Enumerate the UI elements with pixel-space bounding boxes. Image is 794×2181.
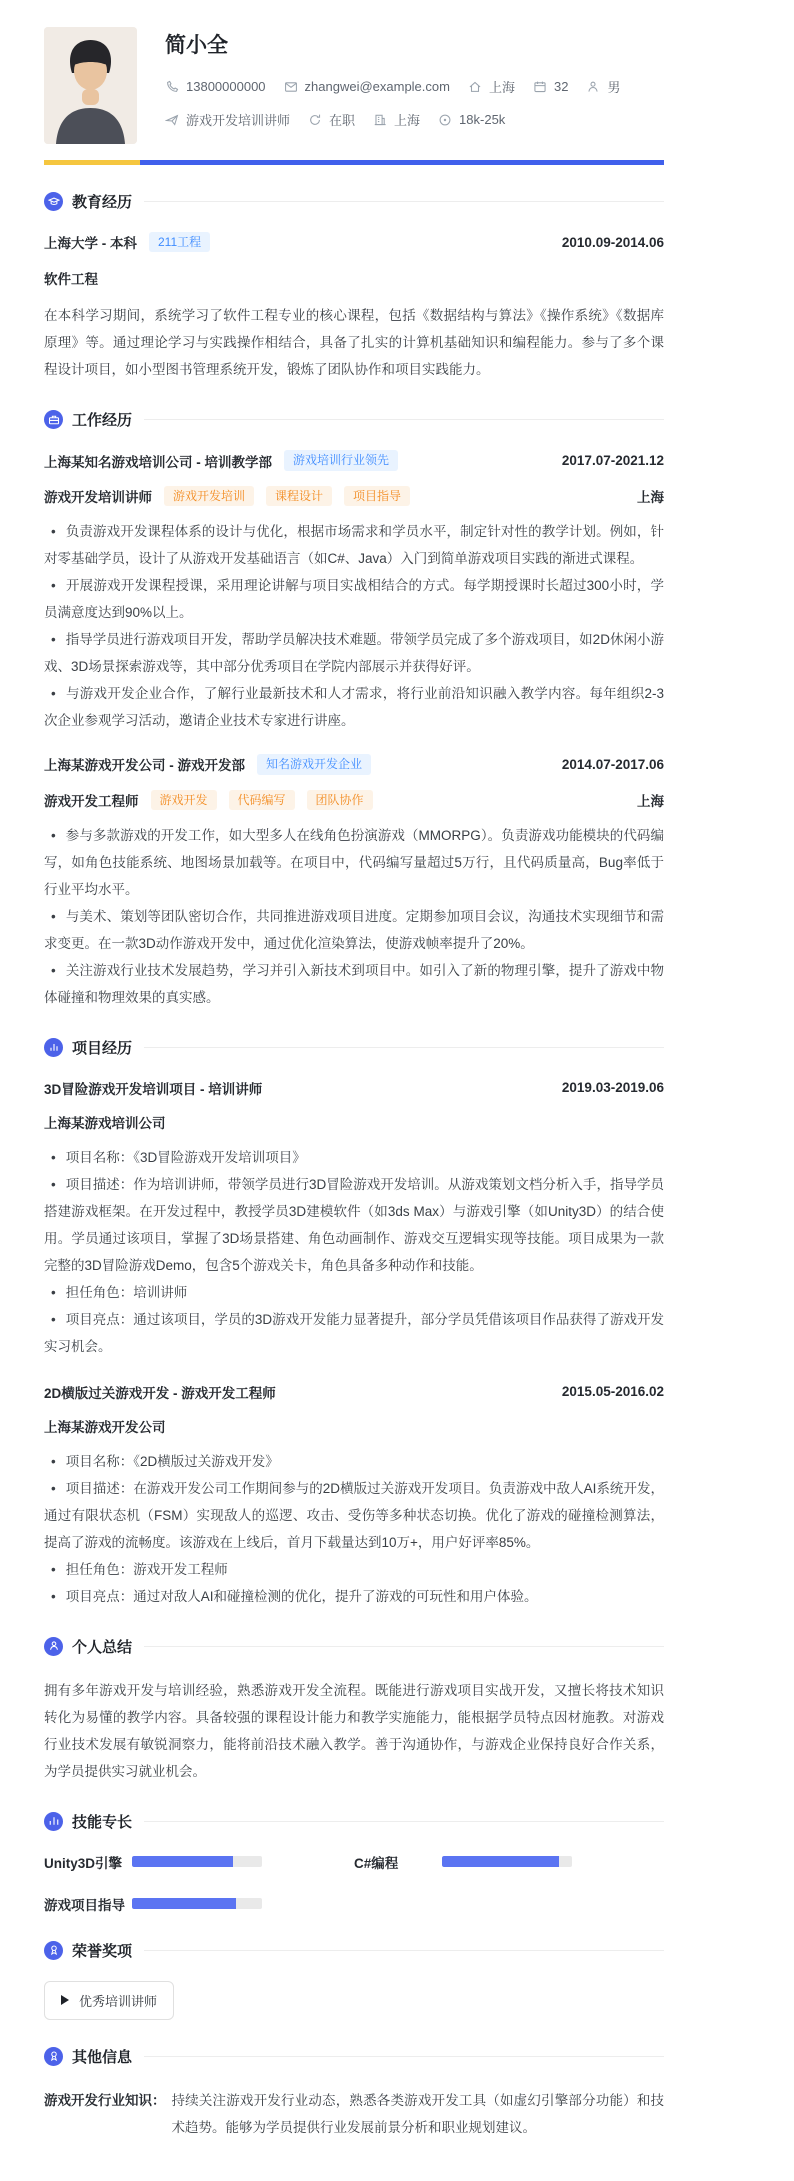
skill-item [354,1852,664,1872]
section-projects-header [44,1037,664,1058]
section-honors [44,1940,664,2020]
honor-label: 优秀培训讲师 [79,1993,158,2009]
person-icon [44,1637,63,1656]
skill-bar-fill [132,1856,233,1867]
education-entry [44,232,664,252]
bullet-dot: • [51,962,56,978]
bullet-dot: • [51,908,56,924]
bullet-dot: • [51,1453,56,1469]
skill-name: 游戏项目指导 [44,1897,125,1913]
position-tag: 代码编写 [229,790,295,810]
project-bullet: • 项目名称：《2D横版过关游戏开发》 [51,1453,279,1469]
work-entry [44,450,664,734]
major: 软件工程 [44,272,98,288]
avatar [44,27,137,144]
skill-bar [442,1856,572,1867]
bullet-dot: • [51,1588,56,1604]
other-info-label: 游戏开发行业知识： [44,2092,166,2108]
section-title: 个人总结 [72,1638,133,1656]
section-title: 其他信息 [72,2048,133,2066]
section-divider-line [144,2056,664,2057]
contact-email: zhangwei@example.com [284,79,450,94]
position-tag: 团队协作 [307,790,373,810]
medal-icon [44,2047,63,2066]
other-info-text: 持续关注游戏开发行业动态，熟悉各类游戏开发工具（如虚幻引擎部分功能）和技术趋势。能够为学员提供行业发展前景分析和职业规划建议。 [171,2092,664,2135]
skill-item [44,1852,354,1872]
contact-row-1 [165,77,620,96]
gender-icon [586,80,600,94]
chart-icon [44,1038,63,1057]
contact-row-2 [165,110,620,129]
section-summary-header [44,1636,664,1657]
work-location: 上海 [637,489,664,505]
work-entry [44,754,664,1011]
section-honors-header [44,1940,664,1961]
briefcase-icon [44,410,63,429]
work-bullet: • 开展游戏开发课程授课，采用理论讲解与项目实战相结合的方式。每学期授课时长超过300小时，学员满意度达到90%以上。 [44,578,664,621]
skill-bar [132,1898,262,1909]
section-other-header [44,2046,664,2067]
project-bullet: • 担任角色：培训讲师 [51,1284,188,1300]
position-tag: 游戏开发培训 [164,486,254,506]
city-building-icon [373,113,387,127]
skill-bar-fill [132,1898,236,1909]
section-divider-line [144,419,664,420]
bullet-dot: • [51,686,56,702]
summary-text: 拥有多年游戏开发与培训经验，熟悉游戏开发全流程。既能进行游戏项目实战开发，又擅长将技术知识转化为易懂的教学内容。具备较强的课程设计能力和教学实施能力，能根据学员特点因材施教。对游戏行业技术发展有敏锐洞察力，能将前沿技术融入教学。善于沟通协作，与游戏企业保持良好合作关系，为学员提供实习就业机会。 [44,1682,664,1779]
education-icon [44,192,63,211]
bullet-dot: • [51,1311,56,1327]
work-location: 上海 [637,793,664,809]
work-date: 2014.07-2017.06 [561,756,664,772]
bullet-dot: • [51,632,56,648]
section-divider-line [144,201,664,202]
job-title-icon [165,113,179,127]
medal-icon [44,1941,63,1960]
position-tag: 游戏开发 [151,790,217,810]
section-title: 教育经历 [72,194,133,211]
contact-gender: 男 [586,77,620,96]
work-bullet: • 与游戏开发企业合作，了解行业最新技术和人才需求，将行业前沿知识融入教学内容。每年组织2-3次企业参观学习活动，邀请企业技术专家进行讲座。 [44,686,664,729]
home-icon [468,80,482,94]
other-info-row [44,2087,664,2141]
salary-icon [438,113,452,127]
status-icon [308,113,322,127]
section-other [44,2046,664,2141]
company-tag: 游戏培训行业领先 [284,450,398,470]
project-bullet: • 项目亮点：通过对敌人AI和碰撞检测的优化，提升了游戏的可玩性和用户体验。 [51,1588,538,1604]
section-skills-header [44,1811,664,1832]
work-bullet: • 负责游戏开发课程体系的设计与优化，根据市场需求和学员水平，制定针对性的教学计划。例如，针对零基础学员，设计了从游戏开发基础语言（如C#、Java）入门到简单游戏项目实践的渐进式课程。 [44,524,664,567]
header-info [165,27,620,143]
company-name: 上海某知名游戏培训公司 - 培训教学部 [44,454,272,470]
bullet-dot: • [51,827,56,843]
contact-status: 在职 [308,110,355,129]
section-projects [44,1037,664,1610]
honor-item-button[interactable] [44,1981,174,2020]
position-name: 游戏开发工程师 [44,793,139,809]
mail-icon [284,80,298,94]
bullet-dot: • [51,1284,56,1300]
work-bullet: • 指导学员进行游戏项目开发，帮助学员解决技术难题。带领学员完成了多个游戏项目，如2D休闲小游戏、3D场景探索游戏等，其中部分优秀项目在学院内部展示并获得好评。 [44,632,664,675]
project-company: 上海某游戏开发公司 [44,1419,166,1435]
section-title: 荣誉奖项 [72,1942,133,1960]
divider-yellow-segment [44,160,140,165]
project-entry [44,1078,664,1360]
education-date: 2010.09-2014.06 [561,234,664,250]
section-divider-line [144,1950,664,1951]
section-summary [44,1636,664,1785]
skill-bar-fill [442,1856,559,1867]
project-bullet: • 担任角色：游戏开发工程师 [51,1561,228,1577]
candidate-name: 简小全 [165,34,228,57]
skills-grid [44,1852,664,1914]
project-date: 2015.05-2016.02 [561,1384,664,1400]
bullet-dot: • [51,1149,56,1165]
phone-icon [165,80,179,94]
position-tag: 项目指导 [344,486,410,506]
bullet-dot: • [51,1176,56,1192]
section-education-header [44,191,664,212]
skill-name: Unity3D引擎 [44,1855,123,1871]
skill-name: C#编程 [354,1855,399,1871]
project-bullet: • 项目描述：作为培训讲师，带领学员进行3D冒险游戏开发培训。从游戏策划文档分析入手，指导学员搭建游戏框架。在开发过程中，教授学员3D建模软件（如3ds Max）与游戏引擎（如Unity3D）的结合使用。学员通过该项目，掌握了3D场景搭建、角色动画制作、游戏交互逻辑实现等技能。项目成果为一款完整的3D冒险游戏Demo，包含5个游戏关卡，角色具备多种动作和技能。 [44,1176,664,1273]
education-description: 在本科学习期间，系统学习了软件工程专业的核心课程，包括《数据结构与算法》《操作系统》《数据库原理》等。通过理论学习与实践操作相结合，具备了扎实的计算机基础知识和编程能力。参与了多个课程设计项目，如小型图书管理系统开发，锻炼了团队协作和项目实践能力。 [44,308,664,378]
bullet-dot: • [51,524,56,540]
work-date: 2017.07-2021.12 [561,453,664,469]
section-divider-line [144,1047,664,1048]
project-entry [44,1382,664,1610]
school-name: 上海大学 - 本科 [44,236,137,252]
project-company: 上海某游戏培训公司 [44,1115,166,1131]
project-date: 2019.03-2019.06 [561,1080,664,1096]
work-bullet: • 参与多款游戏的开发工作，如大型多人在线角色扮演游戏（MMORPG）。负责游戏功能模块的代码编写，如角色技能系统、地图场景加载等。在项目中，代码编写量超过5万行，且代码质量高，Bug率低于行业平均水平。 [44,827,664,897]
section-divider-line [144,1646,664,1647]
company-name: 上海某游戏开发公司 - 游戏开发部 [44,758,245,774]
project-name: 3D冒险游戏开发培训项目 - 培训讲师 [44,1081,263,1097]
skill-bar [132,1856,262,1867]
contact-city: 上海 [373,110,420,129]
skill-item [44,1894,354,1914]
contact-phone: 13800000000 [165,79,266,94]
contact-location: 上海 [468,77,515,96]
section-education [44,191,664,383]
company-tag: 知名游戏开发企业 [257,754,371,774]
section-title: 技能专长 [72,1813,133,1831]
position-name: 游戏开发培训讲师 [44,489,152,505]
project-bullet: • 项目描述：在游戏开发公司工作期间参与的2D横版过关游戏开发项目。负责游戏中敌人AI系统开发，通过有限状态机（FSM）实现敌人的巡逻、攻击、受伤等多种状态切换。优化了游戏的碰撞检测算法，提高了游戏的流畅度。该游戏在上线后，首月下载量达到10万+，用户好评率85%。 [44,1480,664,1550]
resume-header [44,27,664,144]
section-work [44,409,664,1011]
section-title: 工作经历 [72,412,133,430]
section-title: 项目经历 [72,1039,133,1057]
section-skills [44,1811,664,1914]
bullet-dot: • [51,1480,56,1496]
contact-salary: 18k-25k [438,112,505,127]
skills-chart-icon [44,1812,63,1831]
project-bullet: • 项目亮点：通过该项目，学员的3D游戏开发能力显著提升，部分学员凭借该项目作品获得了游戏开发实习机会。 [44,1311,664,1354]
project-name: 2D横版过关游戏开发 - 游戏开发工程师 [44,1385,276,1401]
bullet-dot: • [51,578,56,594]
work-bullet: • 与美术、策划等团队密切合作，共同推进游戏项目进度。定期参加项目会议，沟通技术实现细节和需求变更。在一款3D动作游戏开发中，通过优化渲染算法，使游戏帧率提升了20%。 [44,908,664,951]
contact-job-title: 游戏开发培训讲师 [165,110,290,129]
project-bullet: • 项目名称：《3D冒险游戏开发培训项目》 [51,1149,306,1165]
divider-blue-segment [140,160,664,165]
bullet-dot: • [51,1561,56,1577]
play-triangle-icon [61,1995,69,2005]
age-icon [533,80,547,94]
position-tag: 课程设计 [266,486,332,506]
school-tag: 211工程 [149,232,210,252]
avatar-photo-placeholder [44,27,137,144]
contact-age: 32 [533,79,568,94]
section-divider-line [144,1821,664,1822]
work-bullet: • 关注游戏行业技术发展趋势，学习并引入新技术到项目中。如引入了新的物理引擎，提升了游戏中物体碰撞和物理效果的真实感。 [44,962,664,1005]
section-work-header [44,409,664,430]
accent-divider [44,160,664,165]
